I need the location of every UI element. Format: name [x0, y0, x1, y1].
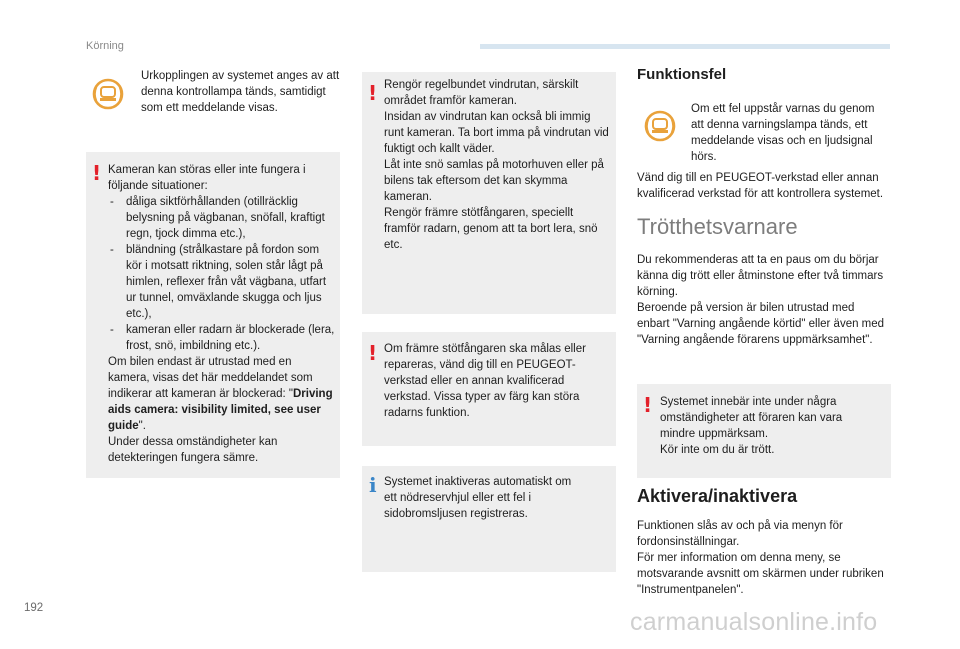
- camera-warning-closing: Under dessa omständigheter kan detekteringen fungera sämre.: [108, 436, 278, 464]
- aktivera-heading: Aktivera/inaktivera: [637, 486, 798, 506]
- trotthetsvarnare-p1: Du rekommenderas att ta en paus om du börjar känna dig trött eller åtminstone efter två timmars körning.: [637, 254, 884, 298]
- deactivation-info-text: Systemet inaktiveras automatiskt om ett nödreservhjul eller ett fel i sidobromsljusen registreras.: [384, 476, 572, 520]
- camera-message: Driving aids camera: visibility limited, see user guide: [108, 388, 333, 432]
- section-label: Körning: [86, 40, 124, 52]
- attention-p2: Kör inte om du är trött.: [660, 444, 775, 456]
- camera-warning-list: [108, 194, 336, 354]
- info-icon: i: [369, 473, 377, 497]
- header-bar: [480, 44, 890, 49]
- aktivera-p1: Funktionen slås av och på via menyn för fordonsinställningar.: [637, 520, 843, 548]
- col1-intro-text: Urkopplingen av systemet anges av att denna kontrollampa tänds, samtidigt som ett meddelande visas.: [141, 70, 340, 114]
- attention-warning-text: [660, 394, 870, 458]
- trotthetsvarnare-heading: Trötthetsvarnare: [637, 214, 798, 239]
- list-item: - dåliga siktförhållanden (otillräcklig belysning på vägbanan, snöfall, kraftigt regn, tjock dimma etc.),: [108, 194, 336, 242]
- cleaning-warning-text: [384, 77, 612, 253]
- funktionsfel-text: Vänd dig till en PEUGEOT-verkstad eller annan kvalificerad verkstad för att kontrollera systemet.: [637, 172, 884, 200]
- page-number: 192: [24, 602, 44, 614]
- aktivera-p2: För mer information om denna meny, se motsvarande avsnitt om skärmen under rubriken "Instrumentpanelen".: [637, 552, 884, 596]
- list-item: - bländning (strålkastare på fordon som kör i motsatt riktning, solen står lågt på himlen, reflexer från våt vägbana, utfart ur tunnel, omväxlande skugga och ljus etc.),: [108, 242, 336, 322]
- driver-attention-lamp-icon: [90, 76, 126, 112]
- watermark: carmanualsonline.info: [630, 608, 878, 636]
- trotthetsvarnare-p2: Beroende på version är bilen utrustad med enbart "Varning angående körtid" eller även med "Varning angående förarens uppmärksamhet".: [637, 302, 885, 346]
- camera-message-note: Om bilen endast är utrustad med en kamera, visas det här meddelandet som indikerar att kameran är blockerad: "Driving aids camera: visibility limited, see user guide".: [108, 356, 333, 432]
- cleaning-p2: Insidan av vindrutan kan också bli immig runt kameran. Ta bort imma på vindrutan vid fuktigt och kallt väder.: [384, 111, 609, 155]
- bumper-warning-text: Om främre stötfångaren ska målas eller repareras, vänd dig till en PEUGEOT-verkstad eller en annan kvalificerad verkstad. Vissa typer av färg kan störa radarns funktion.: [384, 343, 586, 419]
- exclamation-icon: !: [368, 341, 378, 365]
- exclamation-icon: !: [643, 393, 653, 417]
- list-item: - kameran eller radarn är blockerade (lera, frost, snö, imbildning etc.).: [108, 322, 336, 354]
- camera-warning-text: [108, 162, 336, 466]
- funktionsfel-icon-text: Om ett fel uppstår varnas du genom att denna varningslampa tänds, ett meddelande visas och en ljudsignal hörs.: [691, 103, 875, 163]
- exclamation-icon: !: [92, 161, 102, 185]
- attention-p1: Systemet innebär inte under några omständigheter att föraren kan vara mindre uppmärksam.: [660, 396, 843, 440]
- exclamation-icon: !: [368, 81, 378, 105]
- driver-attention-lamp-icon: [642, 108, 678, 144]
- cleaning-p3: Låt inte snö samlas på motorhuven eller på bilens tak eftersom det kan skymma kameran.: [384, 159, 604, 203]
- cleaning-p4: Rengör främre stötfångaren, speciellt framför radarn, genom att ta bort lera, snö etc.: [384, 207, 598, 251]
- camera-warning-intro: Kameran kan störas eller inte fungera i följande situationer:: [108, 164, 306, 192]
- cleaning-p1: Rengör regelbundet vindrutan, särskilt området framför kameran.: [384, 79, 579, 107]
- funktionsfel-heading: Funktionsfel: [637, 66, 727, 83]
